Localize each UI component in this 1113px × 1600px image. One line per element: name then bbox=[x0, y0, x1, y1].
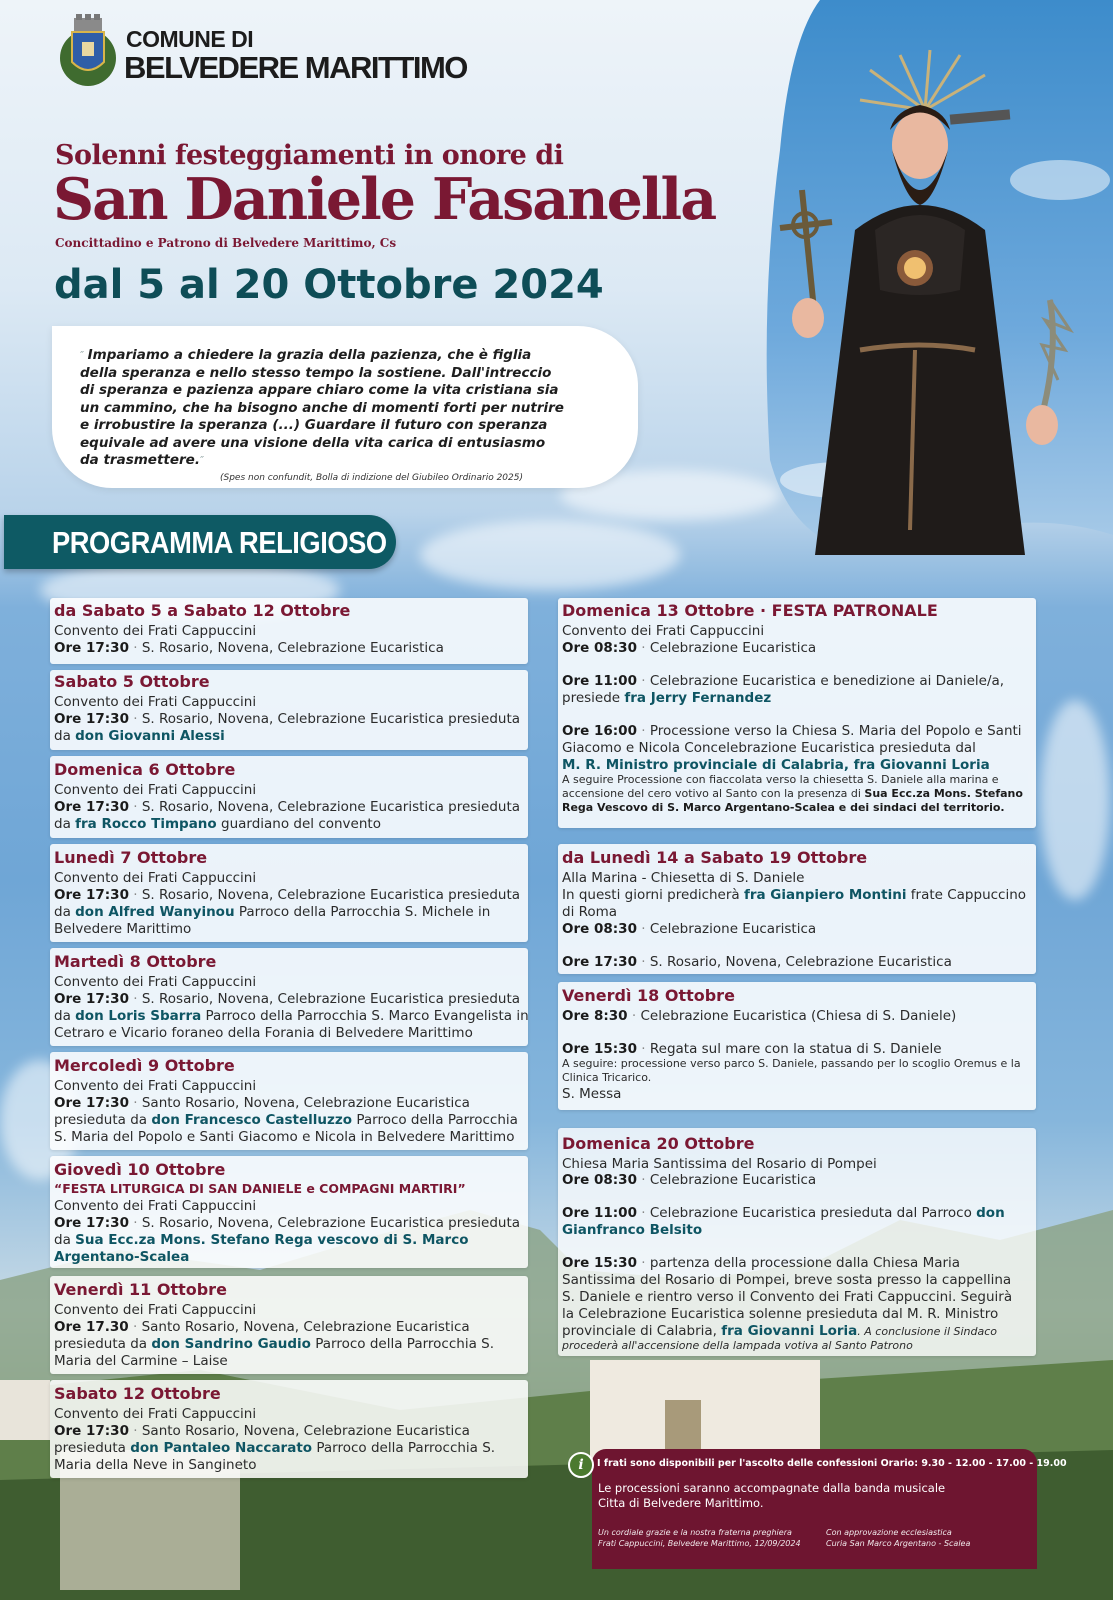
event-time-line: Ore 11:00 · Celebrazione Eucaristica presieduta dal Parroco don bbox=[562, 1205, 1005, 1221]
event-time-line: Ore 17:30 · S. Rosario, Novena, Celebrazione Eucaristica presieduta bbox=[54, 887, 521, 903]
event-note: Cetraro e Vicario foraneo della Forania di Belvedere Marittimo bbox=[54, 1025, 473, 1041]
event-note: accensione del cero votivo al Santo con la presenza di Sua Ecc.za Mons. Stefano bbox=[562, 787, 1023, 800]
event-desc: Santissima del Rosario di Pompei, breve sosta presso la cappellina bbox=[562, 1272, 1012, 1288]
event-celebrant: da fra Rocco Timpano guardiano del convento bbox=[54, 816, 381, 832]
event-card bbox=[50, 1276, 528, 1374]
event-place: Convento dei Frati Cappuccini bbox=[54, 870, 257, 886]
municipal-crest-icon bbox=[58, 14, 118, 90]
quote-text: ″ Impariamo a chiedere la grazia della pazienza, che è figlia della speranza e nello stesso tempo la sostiene. Dall'intreccio di speranza e pazienza appare chiaro come la vita cristiana sia un cammino, che ha bisogno anche di momenti forti per nutrire e irrobustire la speranza (...) Guardare il futuro con speranza equivale ad avere una visione della vita carica di entusiasmo da trasmettere.″ bbox=[80, 347, 564, 468]
event-note: di Roma bbox=[562, 904, 618, 920]
approval-line2: Curia San Marco Argentano - Scalea bbox=[826, 1539, 971, 1548]
event-celebrant: presieduta don Pantaleo Naccarato Parroco della Parrocchia S. bbox=[54, 1440, 496, 1456]
event-time-line: Ore 17.30 · Santo Rosario, Novena, Celebrazione Eucaristica bbox=[54, 1319, 470, 1335]
event-desc: provinciale di Calabria, fra Giovanni Loria. A conclusione il Sindaco bbox=[562, 1323, 998, 1339]
event-time-line: Ore 08:30 · Celebrazione Eucaristica bbox=[562, 640, 817, 656]
event-note: S. Maria del Popolo e Santi Giacomo e Nicola in Belvedere Marittimo bbox=[54, 1129, 515, 1145]
event-celebrant: da don Giovanni Alessi bbox=[54, 728, 225, 744]
event-card bbox=[558, 982, 1036, 1110]
event-card bbox=[50, 1380, 528, 1478]
event-card bbox=[50, 670, 528, 750]
event-date: Lunedì 7 Ottobre bbox=[54, 848, 208, 867]
event-card bbox=[50, 948, 528, 1046]
event-desc: S. Daniele e rientro verso il Convento dei Frati Cappuccini. Seguirà bbox=[562, 1289, 1013, 1305]
cloud bbox=[1040, 700, 1110, 900]
event-note: S. Messa bbox=[562, 1086, 622, 1102]
event-date: Giovedì 10 Ottobre bbox=[54, 1160, 226, 1179]
event-time-line: Ore 17:30 · Santo Rosario, Novena, Celebrazione Eucaristica bbox=[54, 1423, 470, 1439]
event-date: da Sabato 5 a Sabato 12 Ottobre bbox=[54, 601, 351, 620]
event-time-line: Ore 17:30 · S. Rosario, Novena, Celebrazione Eucaristica presieduta bbox=[54, 799, 521, 815]
brand-line1: COMUNE DI bbox=[126, 26, 254, 52]
event-date: Mercoledì 9 Ottobre bbox=[54, 1056, 235, 1075]
event-celebrant: M. R. Ministro provinciale di Calabria, fra Giovanni Loria bbox=[562, 757, 990, 773]
event-note: Clinica Tricarico. bbox=[562, 1071, 652, 1084]
event-date: Venerdì 18 Ottobre bbox=[562, 986, 735, 1005]
info-icon: i bbox=[568, 1452, 594, 1478]
confessions-note: I frati sono disponibili per l'ascolto delle confessioni Orario: 9.30 - 12.00 - 17.00 - 19.00 bbox=[597, 1458, 1067, 1469]
event-desc: Giacomo e Nicola Concelebrazione Eucaristica presieduta dal bbox=[562, 740, 976, 756]
event-note: Rega Vescovo di S. Marco Argentano-Scalea e dei sindaci del territorio. bbox=[562, 801, 1005, 814]
event-dates: dal 5 al 20 Ottobre 2024 bbox=[54, 262, 604, 308]
event-time-line: Ore 08:30 · Celebrazione Eucaristica bbox=[562, 1172, 817, 1188]
event-celebrant: da don Alfred Wanyinou Parroco della Parrocchia S. Michele in bbox=[54, 904, 491, 920]
event-note: Belvedere Marittimo bbox=[54, 921, 192, 937]
event-place: Chiesa Maria Santissima del Rosario di Pompei bbox=[562, 1156, 877, 1172]
event-celebrant: presiede fra Jerry Fernandez bbox=[562, 690, 772, 706]
event-celebrant-cont: Argentano-Scalea bbox=[54, 1249, 190, 1265]
event-time-line: Ore 16:00 · Processione verso la Chiesa S. Maria del Popolo e Santi bbox=[562, 723, 1022, 739]
event-date: Domenica 6 Ottobre bbox=[54, 760, 236, 779]
event-place: Convento dei Frati Cappuccini bbox=[54, 1406, 257, 1422]
event-time-line: Ore 17:30 · S. Rosario, Novena, Celebrazione Eucaristica presieduta bbox=[54, 1215, 521, 1231]
approval-line1: Con approvazione ecclesiastica bbox=[826, 1528, 952, 1537]
event-place: Convento dei Frati Cappuccini bbox=[54, 1302, 257, 1318]
event-date: Venerdì 11 Ottobre bbox=[54, 1280, 227, 1299]
event-card bbox=[50, 598, 528, 664]
event-note: A seguire: processione verso parco S. Daniele, passando per lo scoglio Oremus e la bbox=[562, 1057, 1021, 1070]
event-date: Sabato 12 Ottobre bbox=[54, 1384, 221, 1403]
thanks-line2: Frati Cappuccini, Belvedere Marittimo, 12/09/2024 bbox=[598, 1539, 801, 1548]
event-celebrant: presieduta da don Sandrino Gaudio Parroco della Parrocchia S. bbox=[54, 1336, 495, 1352]
event-note: procederà all'accensione della lampada votiva al Santo Patrono bbox=[562, 1339, 913, 1352]
event-card bbox=[50, 756, 528, 838]
event-card bbox=[50, 1052, 528, 1150]
cloud bbox=[420, 520, 680, 590]
event-place: Convento dei Frati Cappuccini bbox=[54, 1078, 257, 1094]
event-time-line: Ore 17:30 · S. Rosario, Novena, Celebrazione Eucaristica presieduta bbox=[54, 991, 521, 1007]
thanks-line1: Un cordiale grazie e la nostra fraterna preghiera bbox=[598, 1528, 792, 1537]
event-note: Maria della Neve in Sangineto bbox=[54, 1457, 257, 1473]
brand-line2: BELVEDERE MARITTIMO bbox=[124, 50, 467, 85]
event-time-line: Ore 15:30 · Regata sul mare con la statua di S. Daniele bbox=[562, 1041, 942, 1057]
event-card-festa-patronale bbox=[558, 598, 1036, 828]
event-celebrant: da don Loris Sbarra Parroco della Parrocchia S. Marco Evangelista in bbox=[54, 1008, 529, 1024]
event-celebrant: da Sua Ecc.za Mons. Stefano Rega vescovo di S. Marco bbox=[54, 1232, 469, 1248]
event-celebrant: Gianfranco Belsito bbox=[562, 1222, 703, 1238]
tagline: Concittadino e Patrono di Belvedere Marittimo, Cs bbox=[55, 236, 397, 250]
event-feast-title: “FESTA LITURGICA DI SAN DANIELE e COMPAGNI MARTIRI” bbox=[54, 1181, 466, 1196]
event-note: Maria del Carmine – Laise bbox=[54, 1353, 228, 1369]
event-note: A seguire Processione con fiaccolata verso la chiesetta S. Daniele alla marina e bbox=[562, 773, 999, 786]
event-place: Convento dei Frati Cappuccini bbox=[562, 623, 765, 639]
event-card bbox=[558, 1128, 1036, 1356]
event-time-line: Ore 08:30 · Celebrazione Eucaristica bbox=[562, 921, 817, 937]
event-date: Domenica 20 Ottobre bbox=[562, 1134, 755, 1153]
event-card bbox=[50, 1156, 528, 1268]
event-date: Domenica 13 Ottobre · FESTA PATRONALE bbox=[562, 601, 938, 620]
event-place: Alla Marina - Chiesetta di S. Daniele bbox=[562, 870, 805, 886]
band-note-line2: Citta di Belvedere Marittimo. bbox=[598, 1496, 764, 1510]
event-date: Sabato 5 Ottobre bbox=[54, 672, 210, 691]
subtitle: Solenni festeggiamenti in onore di bbox=[55, 140, 564, 171]
event-place: Convento dei Frati Cappuccini bbox=[54, 782, 257, 798]
page-title: San Daniele Fasanella bbox=[53, 166, 716, 233]
event-card bbox=[50, 844, 528, 942]
event-time-line: Ore 15:30 · partenza della processione dalla Chiesa Maria bbox=[562, 1255, 961, 1271]
event-time-line: Ore 17:30 · Santo Rosario, Novena, Celebrazione Eucaristica bbox=[54, 1095, 470, 1111]
event-preacher: In questi giorni predicherà fra Gianpiero Montini frate Cappuccino bbox=[562, 887, 1027, 903]
event-place: Convento dei Frati Cappuccini bbox=[54, 974, 257, 990]
event-time-line: Ore 11:00 · Celebrazione Eucaristica e benedizione ai Daniele/a, bbox=[562, 673, 1005, 689]
event-place: Convento dei Frati Cappuccini bbox=[54, 694, 257, 710]
saint-statue-image bbox=[760, 0, 1113, 560]
event-time-line: Ore 17:30 · S. Rosario, Novena, Celebrazione Eucaristica bbox=[562, 954, 952, 970]
band-note-line1: Le processioni saranno accompagnate dalla banda musicale bbox=[598, 1481, 946, 1495]
event-time-line: Ore 8:30 · Celebrazione Eucaristica (Chiesa di S. Daniele) bbox=[562, 1008, 957, 1024]
event-card bbox=[558, 844, 1036, 974]
event-place: Convento dei Frati Cappuccini bbox=[54, 1198, 257, 1214]
quote-source: (Spes non confundit, Bolla di indizione del Giubileo Ordinario 2025) bbox=[220, 473, 523, 483]
event-desc: la Celebrazione Eucaristica solenne presieduta dal M. R. Ministro bbox=[562, 1306, 999, 1322]
program-title: PROGRAMMA RELIGIOSO bbox=[52, 525, 387, 560]
event-place: Convento dei Frati Cappuccini bbox=[54, 623, 257, 639]
event-date: Martedì 8 Ottobre bbox=[54, 952, 217, 971]
event-time-line: Ore 17:30 · S. Rosario, Novena, Celebrazione Eucaristica bbox=[54, 640, 444, 656]
event-date: da Lunedì 14 a Sabato 19 Ottobre bbox=[562, 848, 868, 867]
event-celebrant: presieduta da don Francesco Castelluzzo Parroco della Parrocchia bbox=[54, 1112, 518, 1128]
event-time-line: Ore 17:30 · S. Rosario, Novena, Celebrazione Eucaristica presieduta bbox=[54, 711, 521, 727]
